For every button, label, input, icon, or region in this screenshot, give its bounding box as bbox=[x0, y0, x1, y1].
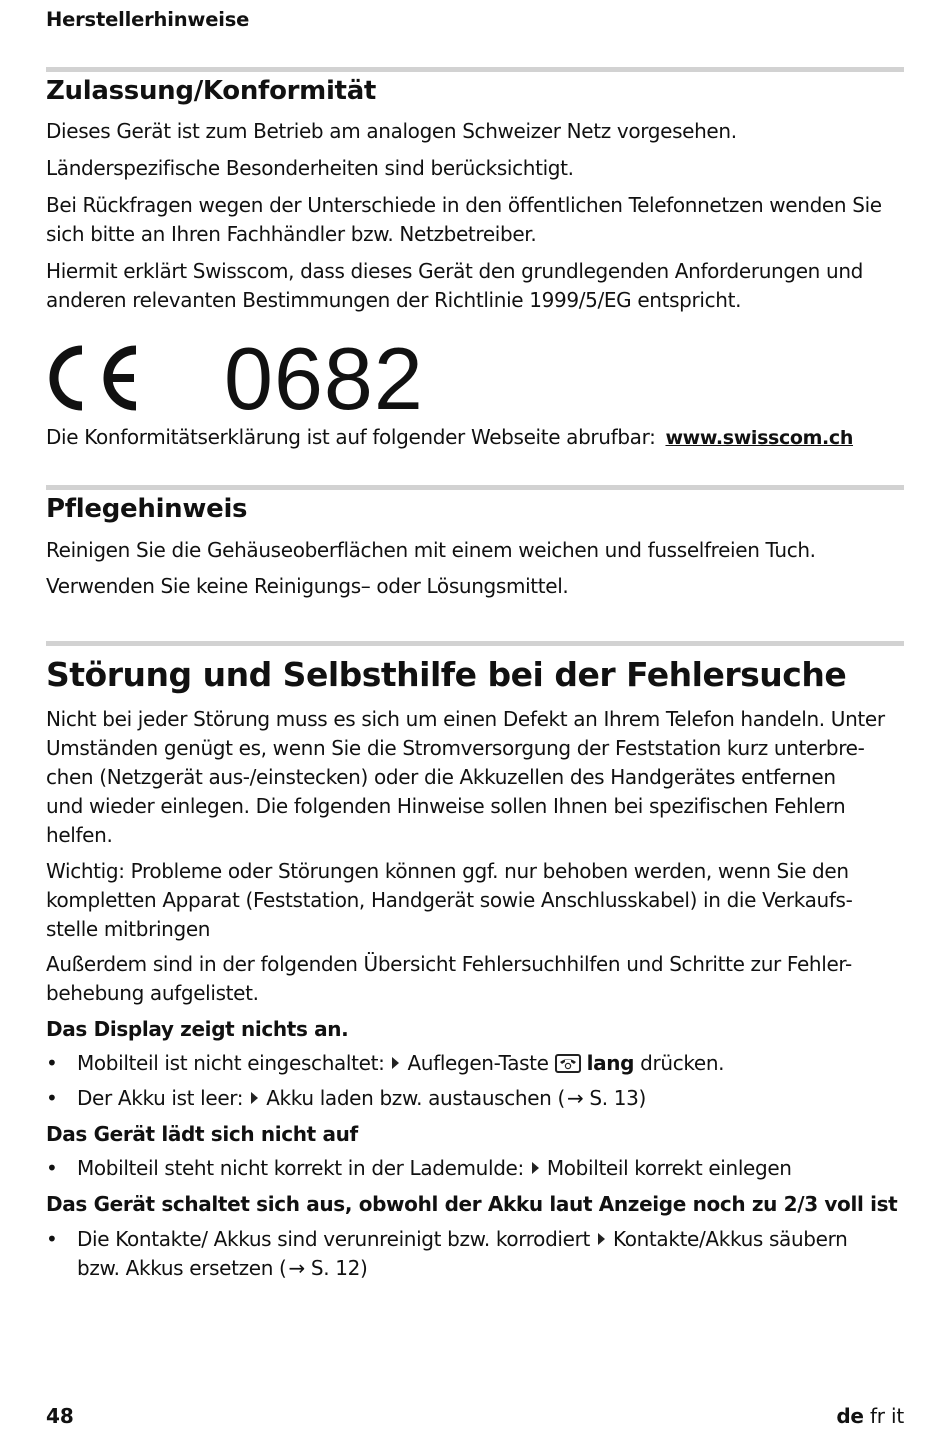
paragraph: Bei Rückfragen wegen der Unterschiede in den öffentlichen Telefonnetzen wenden Sie sich bitte an Ihren Fachhändler bzw. Netzbetreiber. bbox=[46, 193, 882, 246]
declaration-line bbox=[46, 423, 904, 453]
paragraph: Verwenden Sie keine Reinigungs– oder Lösungsmittel. bbox=[46, 574, 569, 598]
paragraph: Reinigen Sie die Gehäuseoberflächen mit einem weichen und fusselfreien Tuch. bbox=[46, 538, 816, 562]
bullet-icon: • bbox=[46, 1086, 58, 1110]
cause-text: Mobilteil steht nicht korrekt in der Lademulde: bbox=[77, 1156, 524, 1180]
action-triangle-icon bbox=[251, 1092, 258, 1104]
cause-text: Mobilteil ist nicht eingeschaltet: bbox=[77, 1051, 385, 1075]
important-line: kompletten Apparat (Feststation, Handgerät sowie Anschlusskabel) in die Verkaufs- bbox=[46, 888, 853, 912]
action-text-continued: bzw. Akkus ersetzen ( bbox=[77, 1256, 287, 1280]
action-text: Akku laden bzw. austauschen ( bbox=[266, 1086, 565, 1110]
action-emphasis: lang bbox=[586, 1051, 635, 1075]
action-tail: drücken. bbox=[640, 1051, 725, 1075]
ce-mark-icon bbox=[46, 344, 142, 412]
paragraph: Hiermit erklärt Swisscom, dass dieses Gerät den grundlegenden Anforderungen und anderen relevanten Bestimmungen der Richtlinie 1999/5/EG entspricht. bbox=[46, 259, 863, 312]
intro-line: und wieder einlegen. Die folgenden Hinweise sollen Ihnen bei spezifischen Fehlern bbox=[46, 794, 846, 818]
paragraph: Dieses Gerät ist zum Betrieb am analogen Schweizer Netz vorgesehen. bbox=[46, 119, 737, 143]
section-divider bbox=[46, 485, 904, 490]
ce-notified-body-number: 0682 bbox=[224, 329, 424, 428]
bullet-icon: • bbox=[46, 1051, 58, 1075]
page-reference-arrow-icon: → bbox=[566, 1086, 584, 1110]
problem-title: Das Gerät schaltet sich aus, obwohl der Akku laut Anzeige noch zu 2/3 voll ist bbox=[46, 1192, 898, 1216]
action-text: Kontakte/Akkus säubern bbox=[612, 1227, 848, 1251]
important-line: Wichtig: Probleme oder Störungen können ggf. nur behoben werden, wenn Sie den bbox=[46, 859, 849, 883]
page-reference-arrow-icon: → bbox=[288, 1256, 305, 1280]
intro-line: chen (Netzgerät aus-/einstecken) oder die Akkuzellen des Handgerätes entfernen bbox=[46, 765, 836, 789]
declaration-text: Die Konformitätserklärung ist auf folgender Webseite abrufbar: bbox=[46, 425, 656, 449]
section-heading-approval: Zulassung/Konformität bbox=[46, 76, 377, 106]
section-heading-troubleshooting: Störung und Selbsthilfe bei der Fehlersuche bbox=[46, 655, 847, 694]
section-heading-care: Pflegehinweis bbox=[46, 494, 248, 524]
section-divider bbox=[46, 641, 904, 646]
action-text: Auflegen-Taste bbox=[407, 1051, 549, 1075]
action-triangle-icon bbox=[392, 1057, 399, 1069]
problem-title: Das Gerät lädt sich nicht auf bbox=[46, 1122, 358, 1146]
important-line: stelle mitbringen bbox=[46, 917, 211, 941]
end-call-key-icon bbox=[555, 1054, 581, 1073]
action-text: Mobilteil korrekt einlegen bbox=[546, 1156, 792, 1180]
running-head: Herstellerhinweise bbox=[46, 8, 250, 31]
paragraph: Länderspezifische Besonderheiten sind berücksichtigt. bbox=[46, 156, 574, 180]
list-item bbox=[46, 1225, 904, 1285]
intro-paragraph bbox=[46, 705, 904, 850]
action-triangle-icon bbox=[532, 1162, 539, 1174]
intro-line: helfen. bbox=[46, 823, 113, 847]
bullet-icon: • bbox=[46, 1227, 58, 1251]
cause-text: Der Akku ist leer: bbox=[77, 1086, 244, 1110]
problem-title: Das Display zeigt nichts an. bbox=[46, 1017, 349, 1041]
intro-line: Nicht bei jeder Störung muss es sich um einen Defekt an Ihrem Telefon handeln. Unter bbox=[46, 707, 885, 731]
overview-line: Außerdem sind in der folgenden Übersicht Fehlersuchhilfen und Schritte zur Fehler- bbox=[46, 952, 852, 976]
action-triangle-icon bbox=[598, 1233, 605, 1245]
overview-paragraph bbox=[46, 950, 904, 1008]
cause-text: Die Kontakte/ Akkus sind verunreinigt bzw. korrodiert bbox=[77, 1227, 590, 1251]
intro-line: Umständen genügt es, wenn Sie die Stromversorgung der Feststation kurz unterbre- bbox=[46, 736, 865, 760]
bullet-icon: • bbox=[46, 1156, 58, 1180]
swisscom-link[interactable]: www.swisscom.ch bbox=[665, 427, 854, 449]
current-language: de bbox=[836, 1404, 864, 1428]
important-paragraph bbox=[46, 857, 904, 944]
page-number: 48 bbox=[46, 1404, 74, 1428]
language-indicator bbox=[836, 1404, 904, 1428]
other-languages: fr it bbox=[869, 1404, 904, 1428]
page-reference[interactable]: S. 13) bbox=[589, 1086, 646, 1110]
overview-line: behebung aufgelistet. bbox=[46, 981, 259, 1005]
page-reference[interactable]: S. 12) bbox=[310, 1256, 368, 1280]
section-divider bbox=[46, 67, 904, 72]
